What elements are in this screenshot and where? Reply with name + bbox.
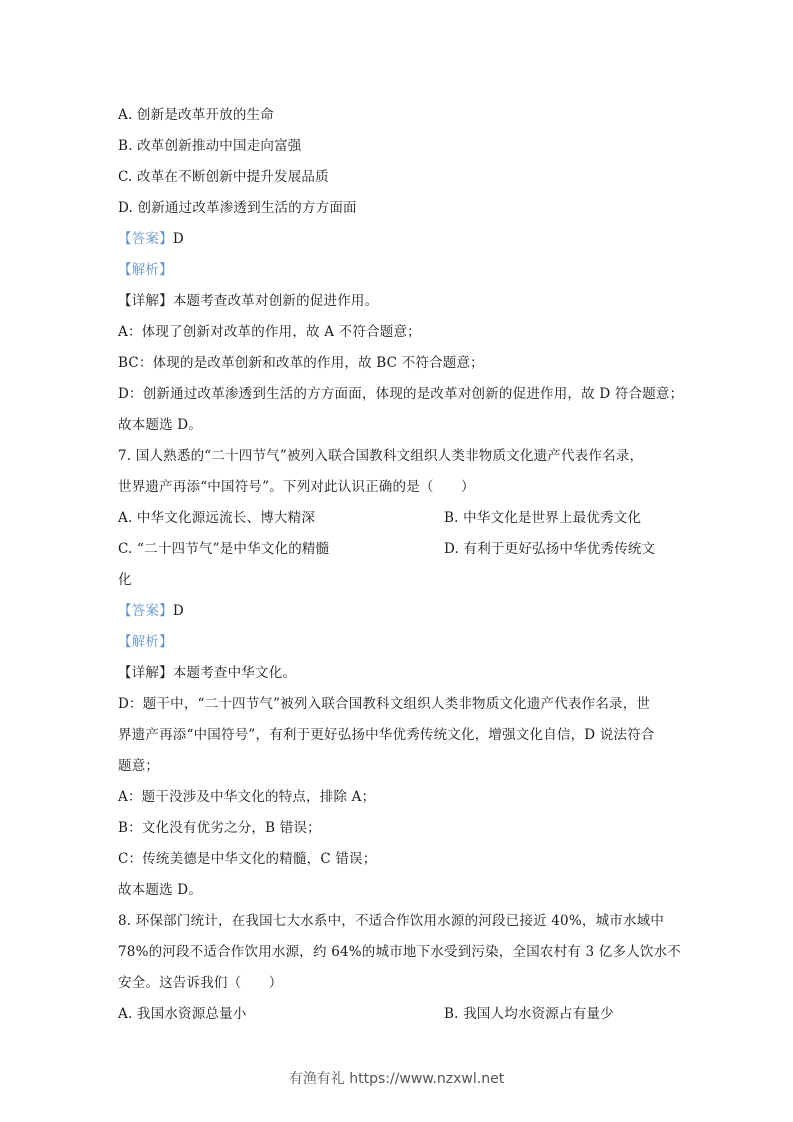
footer-watermark: 有渔有礼 https://www.nzxwl.net <box>288 1071 505 1087</box>
q7-explanation: 界遗产再添“中国符号”，有利于更好弘扬中华优秀传统文化，增强文化自信，D 说法符合 <box>118 727 655 743</box>
q8-stem: 8. 环保部门统计，在我国七大水系中，不适合作饮用水源的河段已接近 40%，城市水域中 <box>118 913 665 929</box>
q6-analysis <box>118 255 678 286</box>
q7-option-c: C. “二十四节气”是中华文化的精髓 <box>118 541 330 557</box>
q7-explanation: B：文化没有优劣之分，B 错误； <box>118 820 321 836</box>
document-page <box>118 100 684 1030</box>
q7-detail <box>118 658 678 689</box>
q6-explanation: A：体现了创新对改革的作用，故 A 不符合题意； <box>118 324 421 340</box>
q8-stem: 安全。这告诉我们（ ） <box>118 975 283 991</box>
answer-value: D <box>172 231 184 247</box>
q7-conclusion: 故本题选 D。 <box>118 882 203 898</box>
q7-option-d-wrap: 化 <box>118 572 132 588</box>
q7-explanation: A：题干没涉及中华文化的特点，排除 A； <box>118 789 376 805</box>
answer-label: 【答案】 <box>118 231 173 247</box>
q7-explanation: D：题干中，“二十四节气”被列入联合国教科文组织人类非物质文化遗产代表作名录，世 <box>118 696 651 712</box>
analysis-label: 【解析】 <box>118 634 173 650</box>
q8-options-row-1 <box>118 999 678 1030</box>
q8-stem: 78%的河段不适合作饮用水源，约 64%的城市地下水受到污染，全国农村有 3 亿多人饮水不 <box>118 944 681 960</box>
analysis-label: 【解析】 <box>118 262 173 278</box>
detail-text: 本题考查中华文化。 <box>172 665 297 681</box>
q7-explanation: C：传统美德是中华文化的精髓，C 错误； <box>118 851 377 867</box>
answer-label: 【答案】 <box>118 603 173 619</box>
q8-option-b: B. 我国人均水资源占有量少 <box>444 1006 614 1022</box>
q6-option-a: A. 创新是改革开放的生命 <box>118 107 274 123</box>
q7-stem: 7. 国人熟悉的“二十四节气”被列入联合国教科文组织人类非物质文化遗产代表作名录， <box>118 448 644 464</box>
q7-answer <box>118 596 678 627</box>
q6-option-c: C. 改革在不断创新中提升发展品质 <box>118 169 329 185</box>
q7-stem: 世界遗产再添“中国符号”。下列对此认识正确的是（ ） <box>118 479 475 495</box>
q7-analysis <box>118 627 678 658</box>
q7-options-row-1 <box>118 503 678 534</box>
q7-explanation: 题意； <box>118 758 160 774</box>
answer-value: D <box>172 603 184 619</box>
q7-options-row-2 <box>118 534 678 565</box>
q6-explanation: BC：体现的是改革创新和改革的作用，故 BC 不符合题意； <box>118 355 484 371</box>
q6-option-b: B. 改革创新推动中国走向富强 <box>118 138 302 154</box>
detail-label: 【详解】 <box>118 293 173 309</box>
q7-option-b: B. 中华文化是世界上最优秀文化 <box>444 510 642 526</box>
q6-conclusion: 故本题选 D。 <box>118 417 203 433</box>
detail-label: 【详解】 <box>118 665 173 681</box>
q6-explanation: D：创新通过改革渗透到生活的方方面面，体现的是改革对创新的促进作用，故 D 符合题意； <box>118 386 684 402</box>
q8-option-a: A. 我国水资源总量小 <box>118 1006 247 1022</box>
q6-detail <box>118 286 678 317</box>
q6-answer <box>118 224 678 255</box>
q7-option-d: D. 有利于更好弘扬中华优秀传统文 <box>444 541 656 557</box>
detail-text: 本题考查改革对创新的促进作用。 <box>172 293 379 309</box>
q6-option-d: D. 创新通过改革渗透到生活的方方面面 <box>118 200 357 216</box>
q7-option-a: A. 中华文化源远流长、博大精深 <box>118 510 316 526</box>
